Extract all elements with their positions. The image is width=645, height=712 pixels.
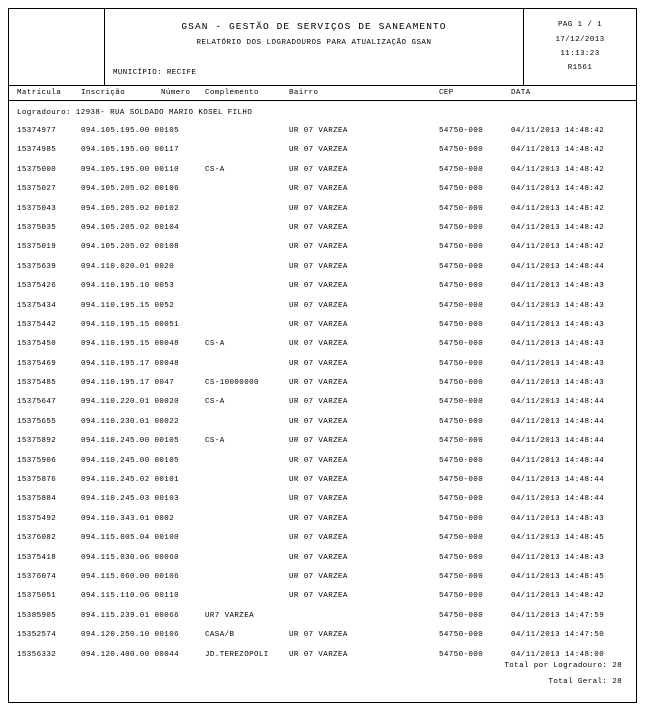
- cell-cep: 54750-000: [439, 262, 484, 271]
- cell-data: 04/11/2013 14:47:50: [511, 631, 605, 640]
- cell-matricula: 15375027: [17, 185, 57, 194]
- cell-cep: 54750-000: [439, 572, 484, 581]
- cell-bairro: UR 07 VARZEA: [289, 495, 348, 504]
- table-column-headers: [8, 86, 637, 101]
- cell-cep: 54750-000: [439, 495, 484, 504]
- cell-matricula: 15375485: [17, 379, 57, 388]
- cell-inscricao: 094.105.205.02 00106: [81, 185, 180, 194]
- report-subtitle: RELATÓRIO DOS LOGRADOUROS PARA ATUALIZAÇÃO GSAN: [196, 39, 432, 47]
- cell-inscricao: 094.105.195.00 00117: [81, 146, 180, 155]
- cell-bairro: UR 07 VARZEA: [289, 456, 348, 465]
- report-title: GSAN - GESTÃO DE SERVIÇOS DE SANEAMENTO: [181, 21, 447, 32]
- cell-matricula: 15374977: [17, 127, 57, 135]
- cell-inscricao: 094.115.110.06 00110: [81, 592, 180, 601]
- cell-data: 04/11/2013 14:48:43: [511, 340, 605, 349]
- cell-inscricao: 094.110.245.02 00101: [81, 476, 180, 485]
- total-por-logradouro: Total por Logradouro: 28: [504, 662, 622, 670]
- cell-bairro: UR 07 VARZEA: [289, 185, 348, 194]
- cell-bairro: UR 07 VARZEA: [289, 417, 348, 426]
- cell-data: 04/11/2013 14:48:43: [511, 320, 605, 329]
- column-header-complemento: Complemento: [205, 89, 259, 97]
- cell-data: 04/11/2013 14:48:45: [511, 534, 605, 543]
- cell-bairro: UR 07 VARZEA: [289, 650, 348, 659]
- cell-complemento: JD.TEREZOPOLI: [205, 650, 269, 659]
- cell-data: 04/11/2013 14:48:42: [511, 243, 605, 252]
- cell-data: 04/11/2013 14:48:43: [511, 359, 605, 368]
- table-row: [9, 495, 636, 514]
- cell-matricula: 15375418: [17, 553, 57, 562]
- column-header-inscricao: Inscrição: [81, 89, 126, 97]
- cell-inscricao: 094.105.205.02 00104: [81, 223, 180, 232]
- cell-cep: 54750-000: [439, 243, 484, 252]
- cell-bairro: UR 07 VARZEA: [289, 146, 348, 155]
- column-header-data: DATA: [511, 89, 531, 97]
- cell-cep: 54750-000: [439, 534, 484, 543]
- column-header-bairro: Bairro: [289, 89, 319, 97]
- cell-data: 04/11/2013 14:48:44: [511, 262, 605, 271]
- cell-data: 04/11/2013 14:48:43: [511, 282, 605, 291]
- cell-data: 04/11/2013 14:48:44: [511, 398, 605, 407]
- cell-bairro: UR 07 VARZEA: [289, 572, 348, 581]
- cell-bairro: UR 07 VARZEA: [289, 631, 348, 640]
- cell-cep: 54750-000: [439, 204, 484, 213]
- table-row: [9, 340, 636, 359]
- cell-data: 04/11/2013 14:48:44: [511, 417, 605, 426]
- cell-data: 04/11/2013 14:48:43: [511, 301, 605, 310]
- cell-complemento: CS-A: [205, 340, 225, 349]
- header-title-cell: [105, 9, 524, 85]
- header-left-cell: [9, 9, 105, 85]
- page-number: PAG 1 / 1: [557, 21, 603, 29]
- cell-inscricao: 094.120.400.00 00044: [81, 650, 180, 659]
- table-row: [9, 146, 636, 165]
- cell-cep: 54750-000: [439, 437, 484, 446]
- cell-data: 04/11/2013 14:48:00: [511, 650, 605, 659]
- cell-cep: 54750-000: [439, 127, 484, 135]
- report-date: 17/12/2013: [555, 36, 605, 44]
- cell-matricula: 15375434: [17, 301, 57, 310]
- table-row: [9, 418, 636, 437]
- cell-complemento: UR7 VARZEA: [205, 611, 255, 620]
- cell-data: 04/11/2013 14:48:42: [511, 185, 605, 194]
- table-row: [9, 243, 636, 262]
- cell-bairro: UR 07 VARZEA: [289, 282, 348, 291]
- cell-inscricao: 094.110.195.17 00048: [81, 359, 180, 368]
- cell-complemento: CS-10000000: [205, 379, 259, 388]
- table-row: [9, 398, 636, 417]
- table-row: [9, 224, 636, 243]
- cell-bairro: UR 07 VARZEA: [289, 592, 348, 601]
- cell-matricula: 15375450: [17, 340, 57, 349]
- totals-block: [504, 654, 622, 686]
- table-row: [9, 360, 636, 379]
- table-row: [9, 592, 636, 611]
- cell-cep: 54750-000: [439, 301, 484, 310]
- table-row: [9, 379, 636, 398]
- cell-cep: 54750-000: [439, 650, 484, 659]
- cell-data: 04/11/2013 14:48:42: [511, 592, 605, 601]
- cell-cep: 54750-000: [439, 320, 484, 329]
- cell-matricula: 15374985: [17, 146, 57, 155]
- cell-cep: 54750-000: [439, 476, 484, 485]
- cell-data: 04/11/2013 14:48:42: [511, 223, 605, 232]
- table-row: [9, 185, 636, 204]
- cell-cep: 54750-000: [439, 456, 484, 465]
- cell-complemento: CS-A: [205, 165, 225, 174]
- table-row: [9, 515, 636, 534]
- cell-bairro: UR 07 VARZEA: [289, 340, 348, 349]
- municipality-label: MUNICÍPIO: RECIFE: [113, 69, 197, 77]
- cell-inscricao: 094.105.205.02 00108: [81, 243, 180, 252]
- cell-cep: 54750-000: [439, 282, 484, 291]
- cell-inscricao: 094.110.195.17 0047: [81, 379, 175, 388]
- cell-inscricao: 094.105.205.02 00102: [81, 204, 180, 213]
- cell-inscricao: 094.120.250.10 00106: [81, 631, 180, 640]
- table-row: [9, 166, 636, 185]
- cell-matricula: 15375043: [17, 204, 57, 213]
- cell-inscricao: 094.115.030.06 00060: [81, 553, 180, 562]
- cell-cep: 54750-000: [439, 592, 484, 601]
- cell-cep: 54750-000: [439, 146, 484, 155]
- cell-data: 04/11/2013 14:48:43: [511, 379, 605, 388]
- cell-inscricao: 094.110.245.00 00105: [81, 456, 180, 465]
- cell-bairro: UR 07 VARZEA: [289, 359, 348, 368]
- cell-matricula: 15356332: [17, 650, 57, 659]
- cell-cep: 54750-000: [439, 340, 484, 349]
- cell-matricula: 15375639: [17, 262, 57, 271]
- cell-bairro: UR 07 VARZEA: [289, 320, 348, 329]
- table-row: [9, 612, 636, 631]
- cell-inscricao: 094.110.020.01 0020: [81, 262, 175, 271]
- report-time: 11:13:23: [560, 50, 600, 58]
- table-rows: [9, 127, 636, 670]
- logradouro-group-label: Logradouro: 12938- RUA SOLDADO MARIO KOSEL FILHO: [17, 109, 253, 117]
- cell-cep: 54750-000: [439, 185, 484, 194]
- cell-bairro: UR 07 VARZEA: [289, 534, 348, 543]
- cell-bairro: UR 07 VARZEA: [289, 301, 348, 310]
- cell-inscricao: 094.110.195.15 0052: [81, 301, 175, 310]
- cell-data: 04/11/2013 14:48:44: [511, 495, 605, 504]
- table-row: [9, 321, 636, 340]
- cell-matricula: 15375426: [17, 282, 57, 291]
- cell-data: 04/11/2013 14:48:44: [511, 437, 605, 446]
- cell-bairro: UR 07 VARZEA: [289, 553, 348, 562]
- cell-matricula: 15375884: [17, 495, 57, 504]
- cell-inscricao: 094.110.343.01 0002: [81, 514, 175, 523]
- table-row: [9, 302, 636, 321]
- cell-bairro: UR 07 VARZEA: [289, 165, 348, 174]
- cell-cep: 54750-000: [439, 359, 484, 368]
- cell-matricula: 15375442: [17, 320, 57, 329]
- cell-bairro: UR 07 VARZEA: [289, 437, 348, 446]
- cell-matricula: 15385905: [17, 611, 57, 620]
- cell-inscricao: 094.105.195.00 00110: [81, 165, 180, 174]
- cell-bairro: UR 07 VARZEA: [289, 379, 348, 388]
- cell-complemento: CS-A: [205, 437, 225, 446]
- cell-inscricao: 094.110.230.01 00022: [81, 417, 180, 426]
- cell-inscricao: 094.115.005.04 00100: [81, 534, 180, 543]
- cell-cep: 54750-000: [439, 417, 484, 426]
- table-row: [9, 263, 636, 282]
- cell-bairro: UR 07 VARZEA: [289, 243, 348, 252]
- cell-inscricao: 094.110.245.00 00105: [81, 437, 180, 446]
- column-header-cep: CEP: [439, 89, 454, 97]
- cell-matricula: 15375000: [17, 165, 57, 174]
- cell-inscricao: 094.110.245.03 00103: [81, 495, 180, 504]
- cell-inscricao: 094.115.239.01 00066: [81, 611, 180, 620]
- cell-cep: 54750-000: [439, 514, 484, 523]
- cell-inscricao: 094.110.195.10 0053: [81, 282, 175, 291]
- cell-matricula: 15376074: [17, 572, 57, 581]
- cell-matricula: 15352574: [17, 631, 57, 640]
- table-row: [9, 437, 636, 456]
- cell-complemento: CS-A: [205, 398, 225, 407]
- cell-bairro: UR 07 VARZEA: [289, 514, 348, 523]
- cell-cep: 54750-000: [439, 631, 484, 640]
- report-page: [8, 8, 637, 704]
- cell-matricula: 15375492: [17, 514, 57, 523]
- cell-data: 04/11/2013 14:48:44: [511, 476, 605, 485]
- cell-cep: 54750-000: [439, 611, 484, 620]
- cell-bairro: UR 07 VARZEA: [289, 262, 348, 271]
- cell-data: 04/11/2013 14:48:45: [511, 572, 605, 581]
- cell-cep: 54750-000: [439, 165, 484, 174]
- cell-data: 04/11/2013 14:48:42: [511, 165, 605, 174]
- header-meta-cell: [524, 9, 636, 85]
- cell-cep: 54750-000: [439, 379, 484, 388]
- cell-matricula: 15375655: [17, 417, 57, 426]
- table-row: [9, 127, 636, 146]
- cell-inscricao: 094.110.220.01 00020: [81, 398, 180, 407]
- table-row: [9, 205, 636, 224]
- cell-data: 04/11/2013 14:48:42: [511, 204, 605, 213]
- report-body: [8, 101, 637, 703]
- cell-bairro: UR 07 VARZEA: [289, 127, 348, 135]
- cell-matricula: 15375035: [17, 223, 57, 232]
- cell-complemento: CASA/B: [205, 631, 235, 640]
- cell-data: 04/11/2013 14:47:59: [511, 611, 605, 620]
- column-header-matricula: Matrícula: [17, 89, 62, 97]
- cell-inscricao: 094.110.195.15 00048: [81, 340, 180, 349]
- cell-inscricao: 094.110.195.15 00051: [81, 320, 180, 329]
- cell-data: 04/11/2013 14:48:42: [511, 146, 605, 155]
- column-header-numero: Número: [161, 89, 191, 97]
- cell-data: 04/11/2013 14:48:43: [511, 514, 605, 523]
- cell-inscricao: 094.105.195.00 00105: [81, 127, 180, 135]
- cell-cep: 54750-000: [439, 223, 484, 232]
- table-row: [9, 534, 636, 553]
- cell-bairro: UR 07 VARZEA: [289, 223, 348, 232]
- cell-matricula: 15375892: [17, 437, 57, 446]
- table-row: [9, 282, 636, 301]
- cell-matricula: 15375906: [17, 456, 57, 465]
- cell-matricula: 15375019: [17, 243, 57, 252]
- cell-matricula: 15375051: [17, 592, 57, 601]
- total-geral: Total Geral: 28: [548, 678, 622, 686]
- cell-cep: 54750-000: [439, 398, 484, 407]
- table-row: [9, 573, 636, 592]
- cell-inscricao: 094.115.060.00 00106: [81, 572, 180, 581]
- cell-bairro: UR 07 VARZEA: [289, 204, 348, 213]
- cell-cep: 54750-000: [439, 553, 484, 562]
- cell-matricula: 15376082: [17, 534, 57, 543]
- cell-bairro: UR 07 VARZEA: [289, 398, 348, 407]
- table-row: [9, 554, 636, 573]
- table-row: [9, 457, 636, 476]
- report-code: R1561: [567, 64, 593, 72]
- cell-matricula: 15375647: [17, 398, 57, 407]
- table-row: [9, 476, 636, 495]
- table-row: [9, 631, 636, 650]
- cell-data: 04/11/2013 14:48:44: [511, 456, 605, 465]
- report-header: [8, 8, 637, 86]
- cell-bairro: UR 07 VARZEA: [289, 476, 348, 485]
- cell-matricula: 15375876: [17, 476, 57, 485]
- cell-data: 04/11/2013 14:48:42: [511, 127, 605, 135]
- cell-data: 04/11/2013 14:48:43: [511, 553, 605, 562]
- cell-matricula: 15375469: [17, 359, 57, 368]
